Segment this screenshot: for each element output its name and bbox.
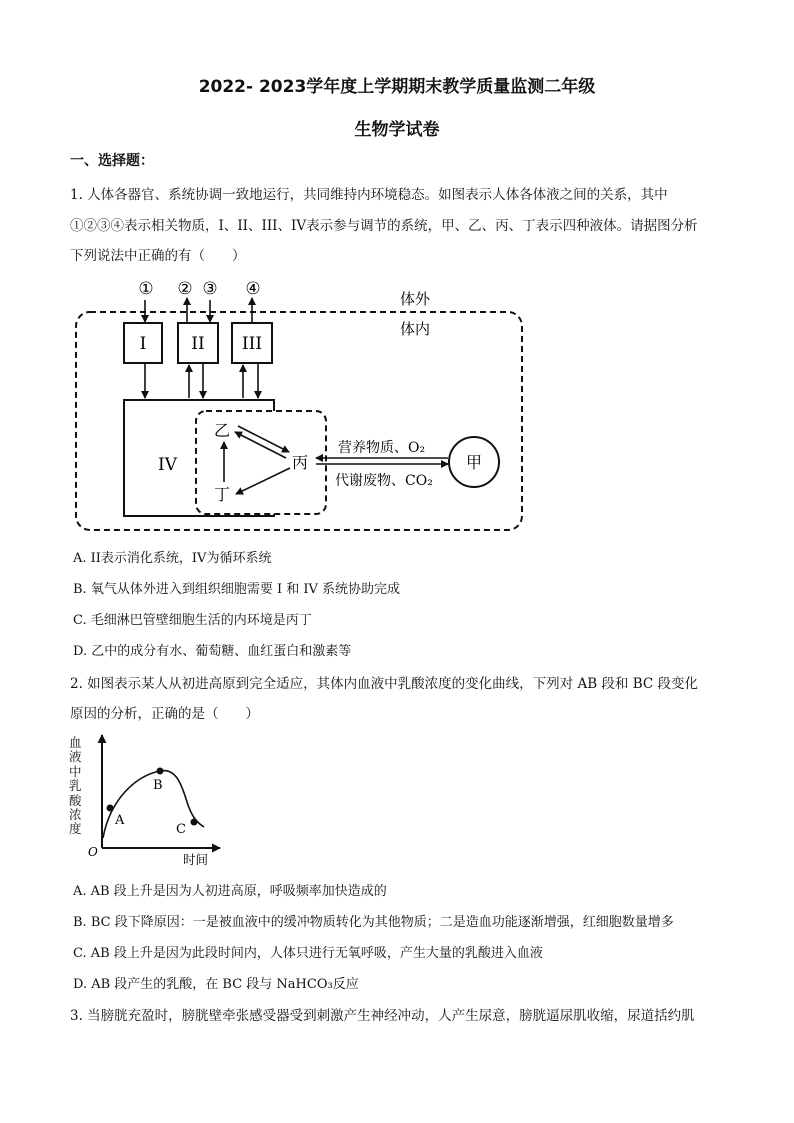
- graph-origin: O: [88, 845, 98, 859]
- arrow-in-label: 营养物质、O₂: [338, 440, 426, 456]
- label-2: ②: [177, 279, 193, 299]
- q2-stem-line-1: 2. 如图表示某人从初进高原到完全适应，其体内血液中乳酸浓度的变化曲线，下列对 AB 段和 BC 段变化: [70, 676, 699, 692]
- q1-option-b: B. 氧气从体外进入到组织细胞需要 I 和 IV 系统协助完成: [73, 582, 401, 597]
- q1-stem-line-3: 下列说法中正确的有（ ）: [70, 248, 246, 264]
- graph-y-label: 血液中乳酸浓度: [69, 735, 82, 837]
- section-heading: 一、选择题：: [70, 153, 154, 169]
- label-4: ④: [245, 279, 261, 299]
- arrow-out-label: 代谢废物、CO₂: [335, 473, 433, 489]
- q2-graph: [0, 720, 240, 870]
- q1-stem-line-1: 1. 人体各器官、系统协调一致地运行，共同维持内环境稳态。如图表示人体各体液之间的关系，其中: [70, 187, 668, 203]
- q2-stem-line-2: 原因的分析，正确的是（ ）: [70, 706, 259, 722]
- fluid-ding: 丁: [214, 485, 231, 504]
- q1-option-a: A. II表示消化系统，IV为循环系统: [73, 551, 272, 566]
- q2-option-b: B. BC 段下降原因：一是被血液中的缓冲物质转化为其他物质；二是造血功能逐渐增强，红细胞数量增多: [73, 915, 674, 930]
- graph-x-label: 时间: [183, 852, 209, 867]
- point-B: [157, 768, 164, 775]
- system-label-I: I: [139, 334, 147, 354]
- outside-label: 体外: [400, 290, 431, 308]
- point-C: [191, 819, 198, 826]
- q1-stem-line-2: ①②③④表示相关物质，I、II、III、IV表示参与调节的系统，甲、乙、丙、丁表示四种液体。请据图分析: [70, 218, 698, 234]
- exam-title: 2022- 2023学年度上学期期末教学质量监测二年级: [198, 77, 596, 97]
- point-A-label: A: [115, 813, 125, 828]
- q2-option-a: A. AB 段上升是因为人初进高原，呼吸频率加快造成的: [73, 884, 387, 899]
- point-A: [107, 805, 114, 812]
- system-label-II: II: [191, 334, 205, 354]
- q1-option-d: D. 乙中的成分有水、葡萄糖、血红蛋白和激素等: [73, 644, 352, 659]
- fluid-jia: 甲: [465, 453, 483, 472]
- point-C-label: C: [176, 822, 186, 837]
- system-label-IV: IV: [158, 455, 177, 475]
- q2-option-d: D. AB 段产生的乳酸，在 BC 段与 NaHCO₃反应: [73, 977, 359, 992]
- label-3: ③: [202, 279, 218, 299]
- q3-stem-line-1: 3. 当膀胱充盈时，膀胱壁牵张感受器受到刺激产生神经冲动，人产生尿意，膀胱逼尿肌收缩，尿道括约肌: [70, 1008, 695, 1024]
- q1-diagram: [0, 0, 794, 560]
- point-B-label: B: [153, 778, 163, 793]
- fluid-bing: 丙: [292, 453, 309, 472]
- q2-option-c: C. AB 段上升是因为此段时间内，人体只进行无氧呼吸，产生大量的乳酸进入血液: [73, 946, 543, 961]
- system-label-III: III: [241, 334, 263, 354]
- inside-label: 体内: [400, 320, 431, 338]
- exam-subtitle: 生物学试卷: [354, 120, 440, 140]
- q1-option-c: C. 毛细淋巴管壁细胞生活的内环境是丙丁: [73, 613, 312, 628]
- label-1: ①: [138, 279, 154, 299]
- fluid-yi: 乙: [214, 421, 231, 440]
